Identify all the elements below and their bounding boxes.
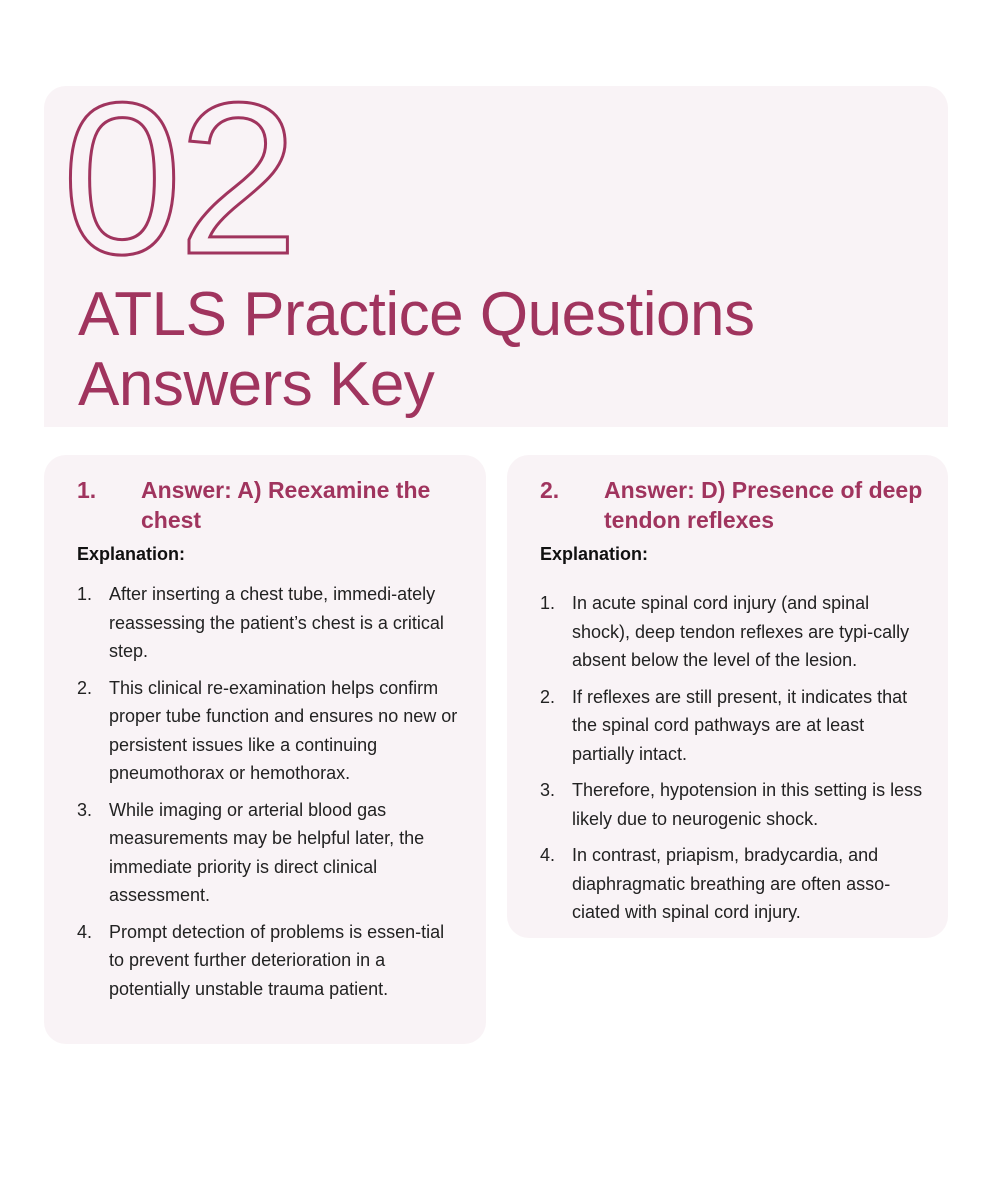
explanation-label: Explanation: [540, 544, 649, 564]
list-item [77, 674, 462, 788]
list-item-text: In acute spinal cord injury (and spinal shock), deep tendon reflexes are typi-cally absent below the level of the lesion. [572, 593, 910, 670]
question-card-2 [507, 455, 948, 938]
list-item [77, 796, 462, 910]
list-item-number: 1. [540, 593, 556, 613]
question-answer: Answer: A) Reexamine the chest [141, 477, 431, 533]
page-title [78, 280, 755, 420]
page-title-line-2: Answers Key [78, 350, 435, 419]
page-title-line-1: ATLS Practice Questions [78, 280, 755, 349]
list-item-text: In contrast, priapism, bradycardia, and diaphragmatic breathing are often asso-ciated with spinal cord injury. [572, 845, 891, 922]
list-item-number: 2. [540, 686, 556, 707]
list-item [540, 776, 925, 833]
list-item [540, 683, 925, 769]
list-item [540, 589, 925, 675]
explanation-list [540, 589, 925, 935]
list-item-text: If reflexes are still present, it indicates that the spinal cord pathways are at least partially intact. [572, 686, 908, 764]
question-number: 1. [77, 477, 97, 503]
question-number: 2. [540, 477, 560, 503]
list-item-number: 4. [77, 921, 93, 942]
list-item-number: 2. [77, 677, 93, 698]
list-item-number: 3. [77, 799, 93, 820]
question-heading [77, 475, 471, 535]
list-item-number: 4. [540, 845, 556, 865]
list-item [77, 918, 462, 1004]
question-card-1 [44, 455, 486, 1044]
list-item-text: Therefore, hypotension in this setting is less likely due to neurogenic shock. [572, 780, 923, 829]
question-heading [540, 475, 934, 535]
list-item-text: While imaging or arterial blood gas measurements may be helpful later, the immediate priority is direct clinical assessment. [109, 799, 425, 905]
list-item [77, 580, 462, 666]
chapter-number: 02 [62, 57, 295, 299]
list-item-text: After inserting a chest tube, immedi-ately reassessing the patient’s chest is a critical step. [109, 584, 444, 661]
question-answer: Answer: D) Presence of deep tendon reflexes [604, 477, 923, 533]
explanation-list [77, 580, 462, 1011]
list-item [540, 841, 925, 927]
list-item-number: 3. [540, 780, 556, 800]
list-item-text: This clinical re-examination helps confirm proper tube function and ensures no new or persistent issues like a continuing pneumothorax or hemothorax. [109, 677, 458, 783]
list-item-number: 1. [77, 584, 93, 604]
list-item-text: Prompt detection of problems is essen-tial to prevent further deterioration in a potentially unstable trauma patient. [109, 921, 445, 999]
explanation-label: Explanation: [77, 544, 186, 564]
